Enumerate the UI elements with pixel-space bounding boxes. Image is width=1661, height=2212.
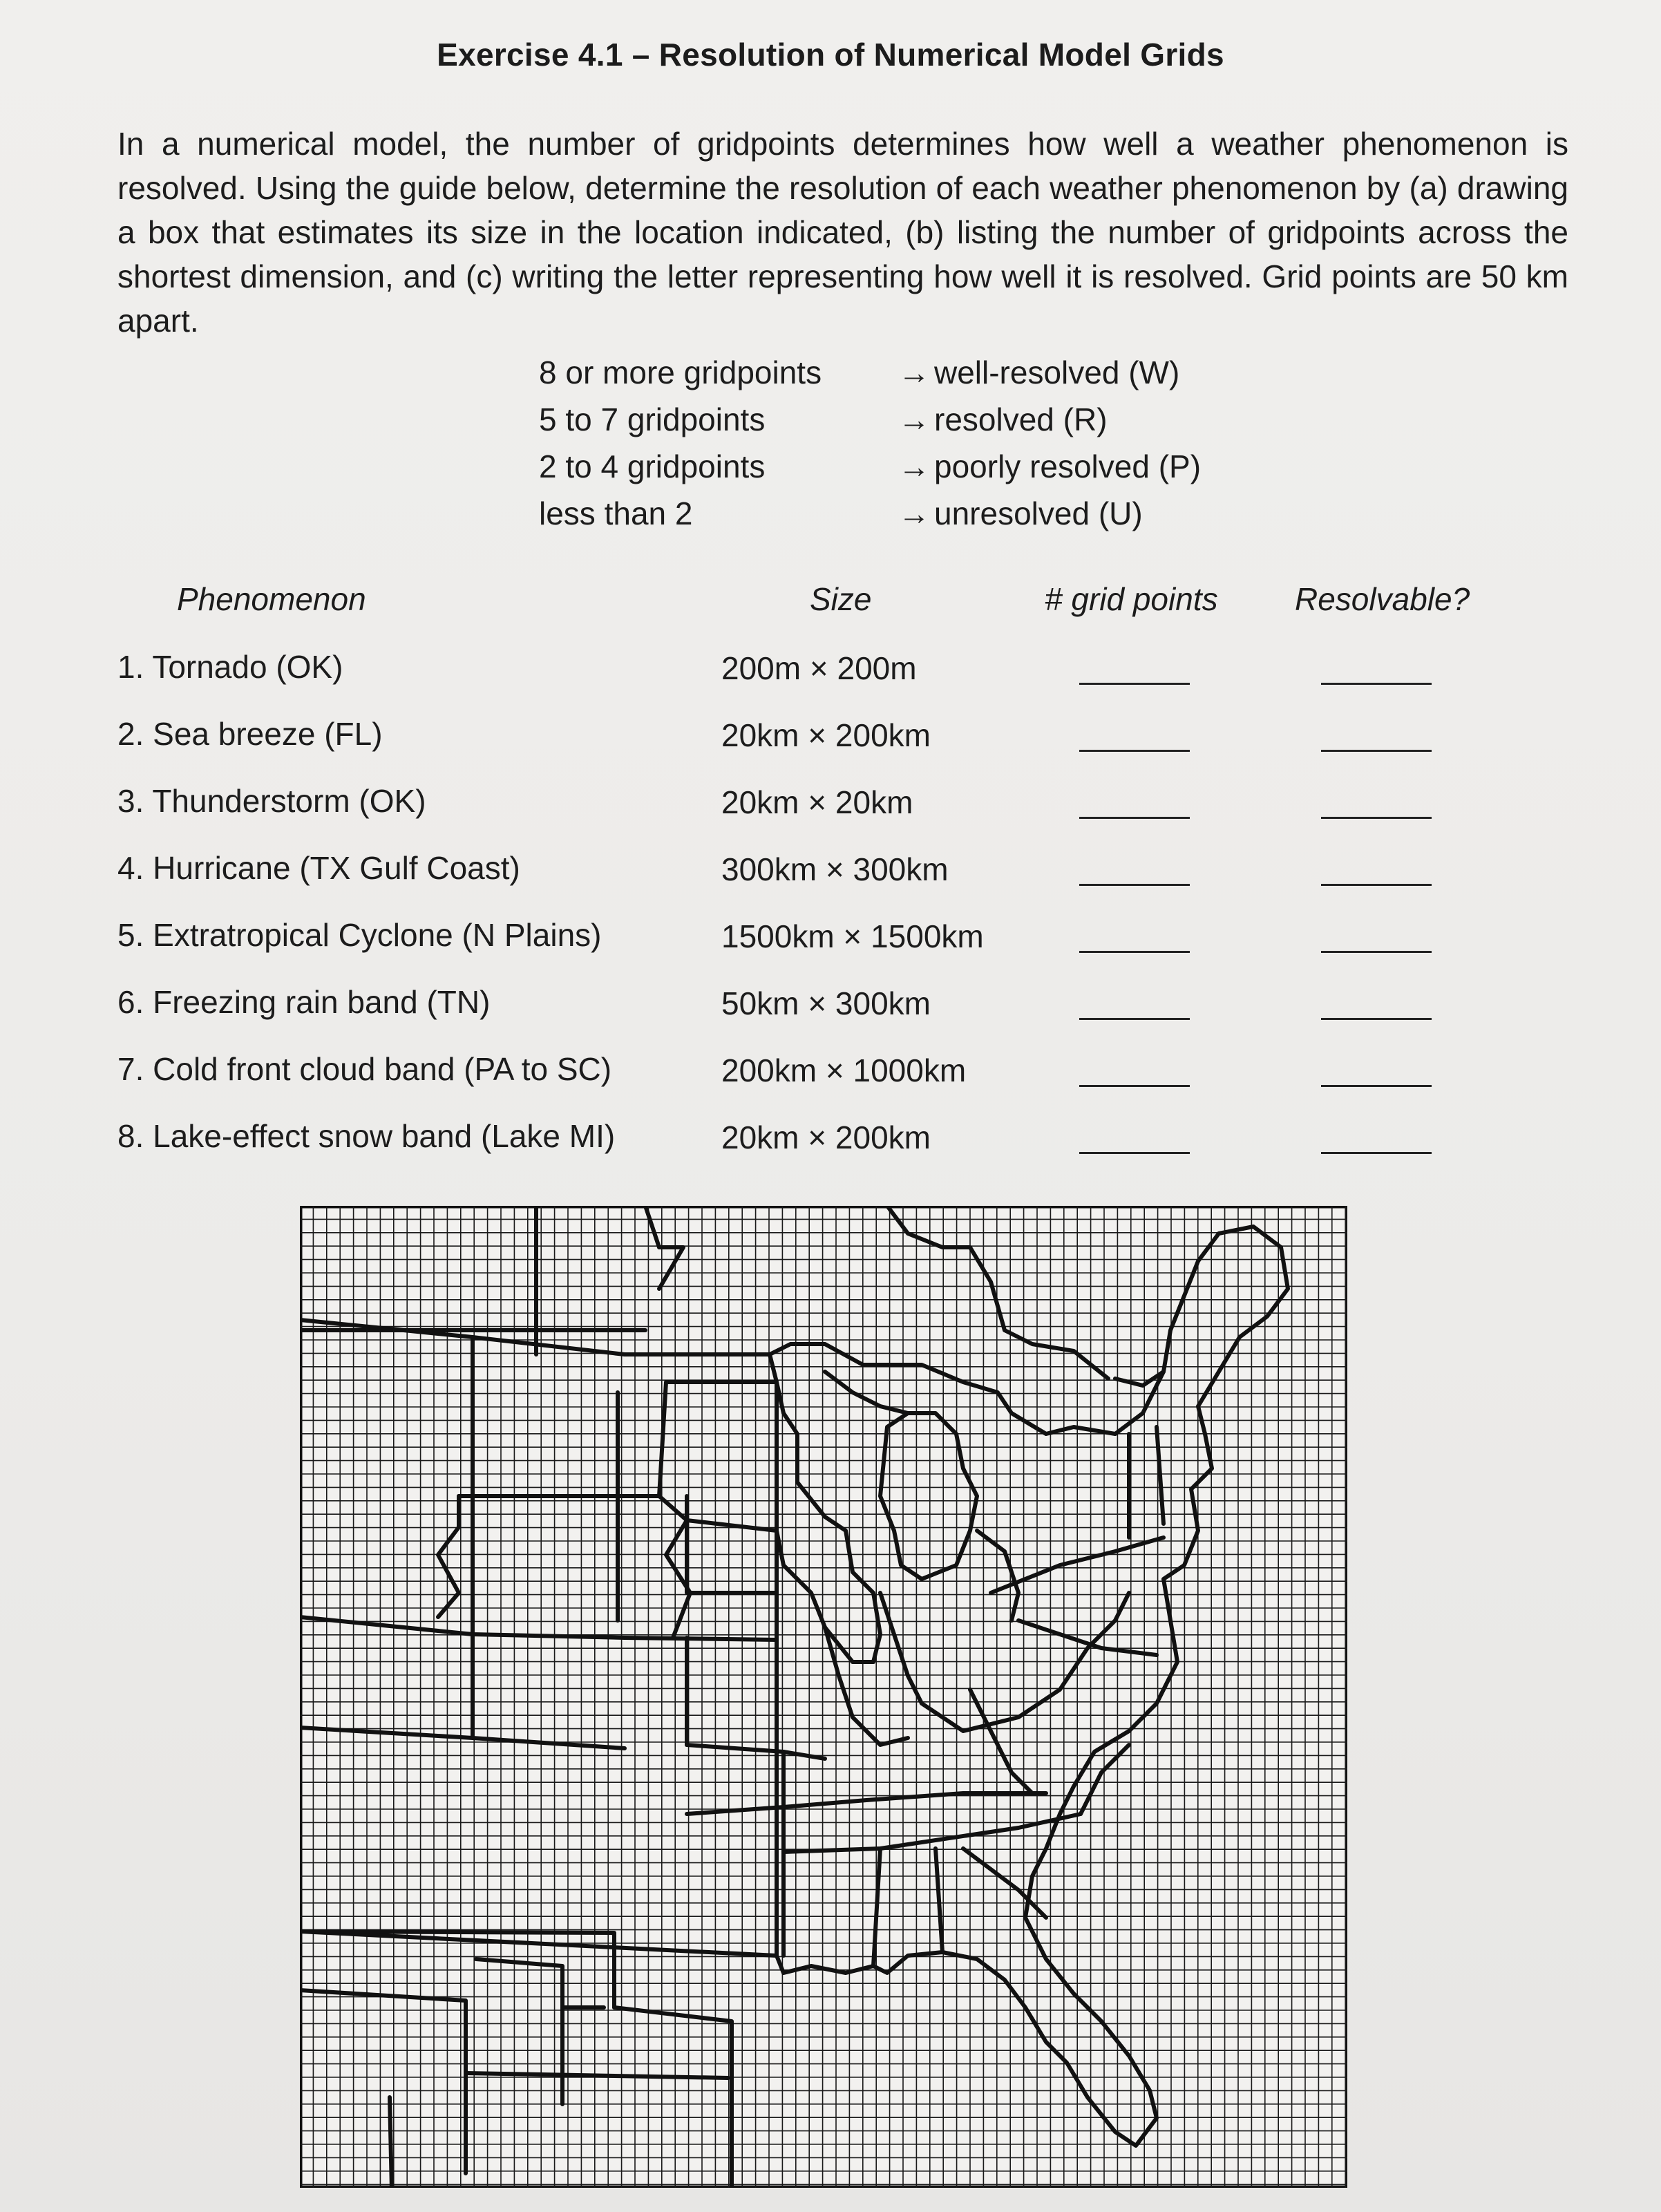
guide-row: [539, 443, 1299, 490]
phenomenon-name: 3. Thunderstorm (OK): [117, 783, 426, 819]
resolvable-blank[interactable]: [1321, 1018, 1432, 1020]
us-states-grid-map[interactable]: [300, 1206, 1347, 2188]
table-row: [117, 978, 1568, 1045]
phenomenon-name: 2. Sea breeze (FL): [117, 716, 383, 752]
grid-points-blank[interactable]: [1079, 1018, 1190, 1020]
phenomenon-size: 200m × 200m: [721, 650, 917, 686]
guide-condition: 8 or more gridpoints: [539, 355, 822, 390]
resolvable-blank[interactable]: [1321, 683, 1432, 685]
table-row: [117, 777, 1568, 844]
phenomena-table: [117, 643, 1568, 1179]
guide-row: [539, 396, 1299, 443]
guide-condition: 5 to 7 gridpoints: [539, 401, 766, 437]
header-resolvable: Resolvable?: [1295, 581, 1470, 617]
resolvable-blank[interactable]: [1321, 951, 1432, 953]
phenomenon-size: 300km × 300km: [721, 851, 949, 887]
guide-condition: less than 2: [539, 495, 693, 531]
guide-row: [539, 349, 1299, 396]
arrow-icon: →: [898, 448, 930, 484]
grid-points-blank[interactable]: [1079, 750, 1190, 752]
phenomenon-size: 200km × 1000km: [721, 1052, 967, 1088]
phenomenon-name: 7. Cold front cloud band (PA to SC): [117, 1051, 612, 1087]
phenomenon-name: 4. Hurricane (TX Gulf Coast): [117, 850, 520, 886]
phenomenon-size: 20km × 20km: [721, 784, 913, 820]
header-grid-points: # grid points: [1045, 581, 1218, 617]
guide-result: poorly resolved (P): [934, 448, 1202, 484]
table-row: [117, 1112, 1568, 1179]
resolvable-blank[interactable]: [1321, 817, 1432, 819]
table-row: [117, 643, 1568, 710]
phenomenon-name: 6. Freezing rain band (TN): [117, 984, 491, 1020]
phenomenon-size: 1500km × 1500km: [721, 918, 984, 954]
resolvable-blank[interactable]: [1321, 1085, 1432, 1087]
phenomenon-size: 50km × 300km: [721, 985, 931, 1021]
phenomenon-name: 8. Lake-effect snow band (Lake MI): [117, 1118, 616, 1154]
table-row: [117, 710, 1568, 777]
resolvable-blank[interactable]: [1321, 884, 1432, 886]
phenomenon-name: 1. Tornado (OK): [117, 649, 343, 685]
grid-points-blank[interactable]: [1079, 683, 1190, 685]
table-row: [117, 911, 1568, 978]
arrow-icon: →: [898, 401, 930, 437]
grid-points-blank[interactable]: [1079, 1152, 1190, 1154]
phenomenon-size: 20km × 200km: [721, 717, 931, 753]
grid-points-blank[interactable]: [1079, 951, 1190, 953]
arrow-icon: →: [898, 495, 930, 531]
exercise-title: Exercise 4.1 – Resolution of Numerical Model Grids: [437, 37, 1224, 73]
header-size: Size: [810, 581, 872, 617]
resolution-guide: [539, 349, 1299, 537]
instructions-paragraph: In a numerical model, the number of gridpoints determines how well a weather phenomenon is resolved. Using the guide below, determine the resolution of each weather phenomenon by (a) drawing a box that estimates its size in the location indicated, (b) listing the number of gridpoints across the shortest dimension, and (c) writing the letter representing how well it is resolved. Grid points are 50 km apart.: [117, 126, 1568, 339]
grid-map[interactable]: [300, 1206, 1347, 2188]
guide-row: [539, 490, 1299, 537]
guide-result: unresolved (U): [934, 495, 1143, 531]
resolvable-blank[interactable]: [1321, 1152, 1432, 1154]
guide-condition: 2 to 4 gridpoints: [539, 448, 766, 484]
header-phenomenon: Phenomenon: [177, 581, 366, 617]
guide-result: well-resolved (W): [934, 355, 1180, 390]
table-row: [117, 844, 1568, 911]
table-row: [117, 1045, 1568, 1112]
grid-points-blank[interactable]: [1079, 817, 1190, 819]
guide-result: resolved (R): [934, 401, 1108, 437]
grid-points-blank[interactable]: [1079, 884, 1190, 886]
resolvable-blank[interactable]: [1321, 750, 1432, 752]
phenomenon-size: 20km × 200km: [721, 1119, 931, 1155]
arrow-icon: →: [898, 355, 930, 390]
phenomenon-name: 5. Extratropical Cyclone (N Plains): [117, 917, 602, 953]
grid-points-blank[interactable]: [1079, 1085, 1190, 1087]
